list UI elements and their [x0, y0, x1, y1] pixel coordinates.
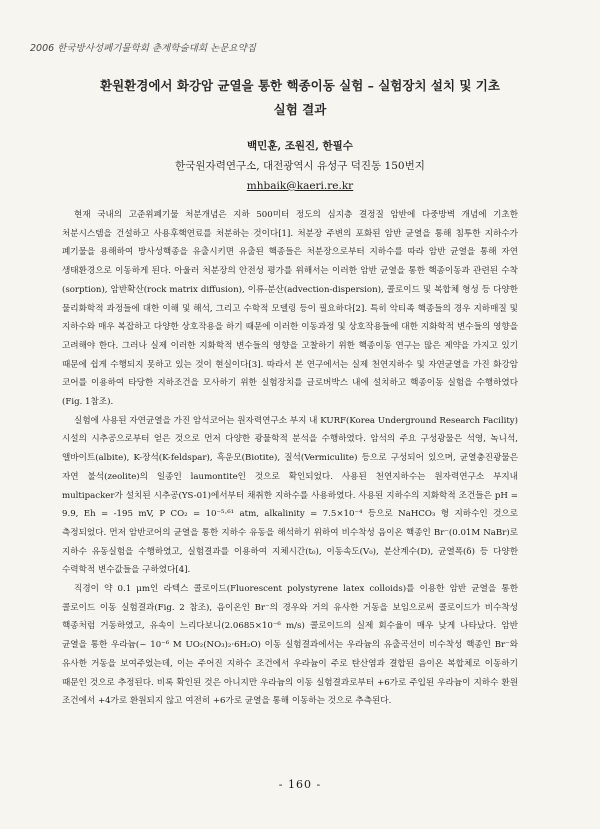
page-number: - 160 - [278, 778, 322, 791]
conference-header: 2006 한국방사성폐기물학회 춘계학술대회 논문요약집 [30, 43, 256, 54]
title-line-1: 환원환경에서 화강암 균열을 통한 핵종이동 실험 – 실험장치 설치 및 기초 [100, 78, 500, 93]
author-email: mhbaik@kaeri.re.kr [246, 180, 354, 192]
paragraph-2: 실험에 사용된 자연균열을 가진 암석코어는 원자력연구소 부지 내 KURF(Korea Underground Research Facility) 시설의 시추공으로부터 얻은 것으로 먼저 다양한 광물학적 분석을 수행하였다. 암석의 주요 구성광물은 석영, 녹니석, 앨바이트(albite), K-장석(K-feldspar), 흑운모(Biotite), 질석(Vermiculite) 등으로 구성되어 있으며, 균열충진광물은 자연 불석(zeolite)의 일종인 laumontite인 것으로 확인되었다. 사용된 천연지하수는 원자력연구소 부지내 multipacker가 설치된 시추공(YS-01)에서부터 채취한 지하수를 사용하였다. 사용된 지하수의 지화학적 조건들은 pH = 9.9, Eh = -195 mV, P CO₂ = 10⁻⁵·⁶¹ atm, alkalinity = 7.5×10⁻⁴ 등으로 NaHCO₃ 형 지하수인 것으로 측정되었다. 먼저 암반코어의 균열을 통한 지하수 유동을 해석하기 위하여 비수착성 음이온 핵종인 Br⁻(0.01M NaBr)로 지하수 유동실험을 수행하였고, 실험결과를 이용하여 지체시간(t₀), 이동속도(V₀), 분산계수(D), 균열폭(δ) 등 다양한 수력학적 변수값들을 구하였다[4]. [62, 415, 518, 576]
abstract-body [62, 206, 518, 711]
author-names: 백민훈, 조원진, 한필수 [247, 140, 353, 152]
author-affiliation: 한국원자력연구소, 대전광역시 유성구 덕진동 150번지 [175, 160, 425, 172]
paper-title [40, 74, 560, 122]
title-line-2: 실험 결과 [273, 102, 327, 117]
paragraph-1: 현재 국내의 고준위폐기물 처분개념은 지하 500미터 정도의 심지층 결정질 암반에 다중방벽 개념에 기초한 처분시스템을 건설하고 사용후핵연료를 처분하는 것이다[1]. 처분장 주변의 포화된 암반 균열을 통해 침투한 지하수가 폐기물을 용해하여 방사성핵종을 유출시키면 유출된 핵종들은 처분장으로부터 지하수를 따라 암반 균열을 통해 자연 생태환경으로 이동하게 된다. 아울러 처분장의 안전성 평가를 위해서는 이러한 암반 균열을 통한 핵종이동과 관련된 수착(sorption), 암반확산(rock matrix diffusion), 이류-분산(advection-dispersion), 콜로이드 및 복합체 형성 등 다양한 물리화학적 과정들에 대한 이해 및 해석, 그리고 수학적 모델링 등이 필요하다[2]. 특히 악티족 핵종들의 경우 지하매질 및 지하수와 매우 복잡하고 다양한 상호작용을 하기 때문에 이러한 이동과정 및 상호작용들에 대한 지화학적 변수들의 영향을 고려해야 한다. 그러나 실제 이러한 지화학적 변수들의 영향을 고찰하기 위한 핵종이동 연구는 많은 제약을 가지고 있기 때문에 쉽게 수행되지 못하고 있는 것이 현실이다[3]. 따라서 본 연구에서는 실제 천연지하수 및 자연균열을 가진 화강암 코어를 이용하여 타당한 지하조건을 모사하기 위한 실험장치를 글로버박스 내에 설치하고 핵종이동 실험을 수행하였다 (Fig. 1참조). [62, 210, 518, 408]
author-block [0, 136, 600, 196]
paragraph-3: 직경이 약 0.1 μm인 라텍스 콜로이드(Fluorescent polystyrene latex colloids)를 이용한 암반 균열을 통한 콜로이드 이동 실험결과(Fig. 2 참조), 음이온인 Br⁻의 경우와 거의 유사한 거동을 보임으로써 콜로이드가 비수착성 핵종처럼 거동하였고, 유속이 느리다보니(2.0685×10⁻⁶ m/s) 콜로이드의 실제 회수율이 매우 낮게 나타났다. 암반 균열을 통한 우라늄(~ 10⁻⁶ M UO₂(NO₃)₂·6H₂O) 이동 실험결과에서는 우라늄의 유출곡선이 비수착성 핵종인 Br⁻와 유사한 거동을 보여주었는데, 이는 주어진 지하수 조건에서 우라늄이 주로 탄산염과 결합된 음이온 복합체로 이동하기 때문인 것으로 추정된다. 비록 확인된 것은 아니지만 우라늄의 이동 실험결과로부터 +6가로 주입된 우라늄이 지하수 환원 조건에서 +4가로 환원되지 않고 여전히 +6가로 균열을 통해 이동하는 것으로 추측된다. [62, 584, 518, 707]
